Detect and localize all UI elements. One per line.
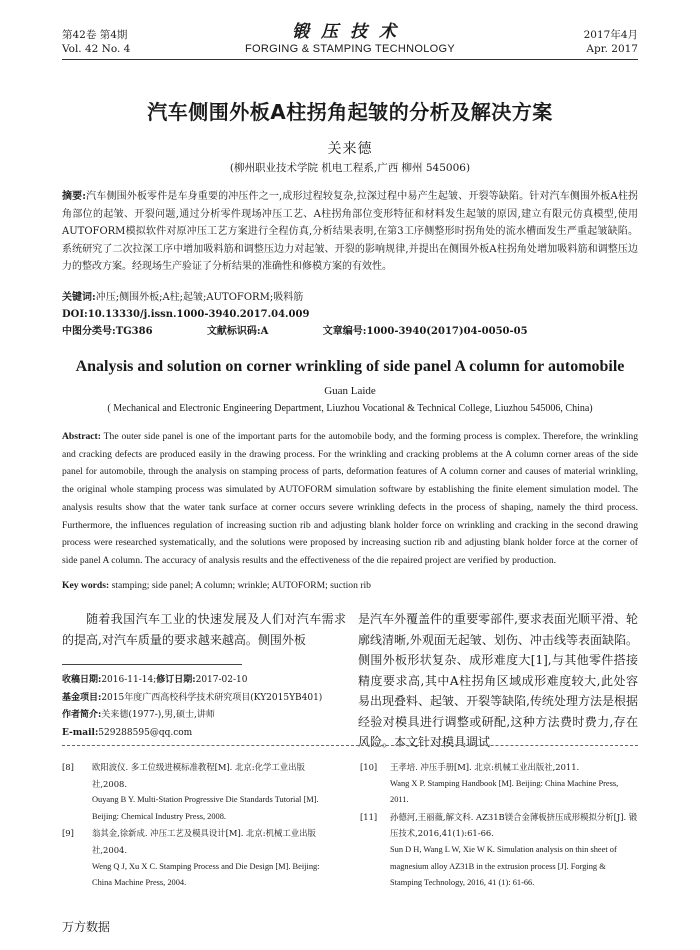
reference-item [62, 759, 332, 825]
reference-item [360, 809, 638, 892]
reference-en: Sun D H, Wang L W, Xie W K. Simulation analysis on thin sheet of magnesium alloy AZ31B in the extrusion process [J]. Forging & Stamping Technology, 2016, 41 (1): 61-66. [390, 844, 617, 888]
abstract-en [62, 428, 638, 570]
doi-line [62, 308, 309, 322]
article-number-value: 1000-3940(2017)04-0050-05 [366, 326, 528, 337]
volume-en: Vol. 42 No. 4 [62, 43, 131, 55]
doc-code-label: 文献标识码: [206, 326, 261, 337]
footnote-email [62, 725, 346, 743]
footer-watermark: 万方数据 [62, 920, 111, 934]
bio-label: 作者简介: [62, 710, 102, 720]
doi-value: 10.13330/j.issn.1000-3940.2017.04.009 [87, 309, 310, 320]
reference-cn: 欧阳波仪. 多工位级进模标准教程[M]. 北京:化学工业出版社,2008. [92, 762, 305, 789]
revised-label: 修订日期: [156, 675, 196, 685]
keywords-en [62, 580, 638, 591]
clc-value: TG386 [115, 326, 153, 337]
reference-cn: 王孝培. 冲压手册[M]. 北京:机械工业出版社,2011. [390, 762, 580, 772]
paper-title-cn: 汽车侧围外板A柱拐角起皱的分析及解决方案 [147, 100, 553, 124]
bio-text: 关来德(1977-),男,硕士,讲师 [101, 710, 215, 720]
reference-item [62, 825, 332, 891]
author-en: Guan Laide [324, 385, 376, 397]
journal-date-info [584, 28, 638, 56]
abstract-en-label: Abstract: [62, 431, 101, 442]
paper-title-en: Analysis and solution on corner wrinkling of side panel A column for automobile [75, 358, 625, 375]
reference-number: [9] [62, 828, 74, 839]
fund-label: 基金项目: [62, 692, 102, 703]
body-text-left: 随着我国汽车工业的快速发展及人们对汽车需求的提高,对汽车质量的要求越来越高。侧围外板 [62, 612, 346, 647]
keywords-en-label: Key words: [62, 580, 110, 591]
reference-number: [8] [62, 762, 74, 772]
reference-cn: 翁其金,徐新成. 冲压工艺及模具设计[M]. 北京:机械工业出版社,2004. [92, 828, 316, 855]
received-date: 2016-11-14; [101, 675, 157, 685]
article-number-label: 文章编号: [322, 326, 367, 337]
header-divider [62, 59, 638, 60]
footnote-divider [62, 664, 242, 665]
journal-volume-info [62, 28, 130, 56]
references-left [62, 759, 332, 892]
abstract-cn-text: 汽车侧围外板零件是车身重要的冲压件之一,成形过程较复杂,拉深过程中易产生起皱、开裂等缺陷。针对汽车侧围外板A柱拐角部位的起皱、开裂问题,通过分析零件现场冲压工艺、A柱拐角部位变形特征和材料发生起皱的原因,建立有限元仿真模型,使用AUTOFORM模拟软件对原冲压工艺方案进行全程仿真,分析结果表明,在第3工序侧整形时拐角处的流水槽面发生严重起皱缺陷。系统研究了二次拉深工序中增加吸料筋和调整压边力对起皱、开裂的影响规律,并提出在侧围外板A柱拐角处增加吸料筋和调整压边力的整改方案。经现场生产验证了分析结果的准确性和修模方案的有效性。 [62, 191, 638, 273]
received-label: 收稿日期: [62, 675, 102, 685]
footnote-bio [62, 707, 346, 725]
reference-en: Weng Q J, Xu X C. Stamping Process and Die Design [M]. Beijing: China Machine Press, 2004. [92, 861, 320, 888]
reference-item [360, 759, 638, 809]
footnote-dates [62, 672, 346, 690]
author-cn: 关来德 [327, 141, 373, 157]
abstract-cn [62, 188, 638, 276]
journal-masthead [230, 22, 470, 56]
reference-number: [11] [360, 811, 378, 822]
keywords-cn-label: 关键词: [62, 292, 96, 303]
abstract-en-text: The outer side panel is one of the important parts for the automobile body, and the forming process is complex. Therefore, the wrinkling and cracking defects are produced easily in the drawing process. For the wrinkling and cracking problems at the A column corner areas of the side panel for automobile, through the analysis on stamping process of parts, deformation features of A column corner and causes of material wrinkling, the original whole stamping process was simulated by AUTOFORM simulation software by establishing the finite element simulation model. The analysis results show that the water tank surface at corner occurs severe wrinkling defects in the process of shaping, namely the third process. Furthermore, the influences regulation of increasing suction rib and adjusting blank holder force on wrinkling and cracking in the second drawing process were researched systematically, and the solutions were proposed by increasing suction rib and adjusting blank holder force at the corner of side panel A column. The accuracy of analysis results and the effectiveness of the die repaired project are verified by production. [62, 431, 639, 566]
reference-en: Wang X P. Stamping Handbook [M]. Beijing: China Machine Press, 2011. [390, 778, 619, 805]
email-label: E-mail: [62, 727, 99, 738]
references-right [360, 759, 638, 892]
affiliation-en: ( Mechanical and Electronic Engineering Department, Liuzhou Vocational & Technical College, Liuzhou 545006, China) [107, 403, 593, 414]
email-text: 529288595@qq.com [98, 727, 193, 738]
doc-code-value: A [260, 326, 269, 337]
footnote-fund [62, 690, 346, 708]
reference-number: [10] [360, 762, 378, 772]
keywords-cn [62, 291, 303, 305]
fund-text: 2015年度广西高校科学技术研究项目(KY2015YB401) [101, 692, 323, 703]
journal-name-en: FORGING & STAMPING TECHNOLOGY [245, 43, 455, 55]
doi-label: DOI: [62, 309, 88, 320]
references-divider [62, 745, 638, 746]
clc-label: 中图分类号: [62, 326, 116, 337]
date-en: Apr. 2017 [586, 43, 638, 55]
keywords-cn-text: 冲压;侧围外板;A柱;起皱;AUTOFORM;吸料筋 [95, 292, 304, 303]
reference-en: Ouyang B Y. Multi-Station Progressive Die Standards Tutorial [M]. Beijing: Chemical Industry Press, 2008. [92, 795, 319, 821]
footnotes [62, 672, 346, 742]
volume-cn: 第42卷 第4期 [62, 29, 128, 41]
reference-cn: 孙德河,王丽薇,解文科. AZ31B镁合金薄板挤压成形模拟分析[J]. 锻压技术,2016,41(1):61-66. [390, 811, 638, 839]
revised-date: 2017-02-10 [195, 675, 248, 685]
classification-line [62, 325, 638, 339]
date-cn: 2017年4月 [583, 29, 638, 41]
abstract-cn-label: 摘要: [62, 191, 86, 202]
keywords-en-text: stamping; side panel; A column; wrinkle; AUTOFORM; suction rib [111, 580, 371, 591]
body-text-right: 是汽车外覆盖件的重要零部件,要求表面光顺平滑、轮廓线清晰,外观面无起皱、划伤、冲击线等表面缺陷。侧围外板形状复杂、成形难度大[1],与其他零件搭接精度要求高,其中A柱拐角区域成形难度较大,此处容易出现叠料、起皱、开裂等缺陷,传统处理方法是根据经验对模具进行调整或研配,这种方法费时费力,存在风险。本文针对模具调试 [358, 612, 638, 749]
affiliation-cn: (柳州职业技术学院 机电工程系,广西 柳州 545006) [229, 162, 471, 174]
journal-name-cn: 锻压技术 [292, 22, 408, 42]
